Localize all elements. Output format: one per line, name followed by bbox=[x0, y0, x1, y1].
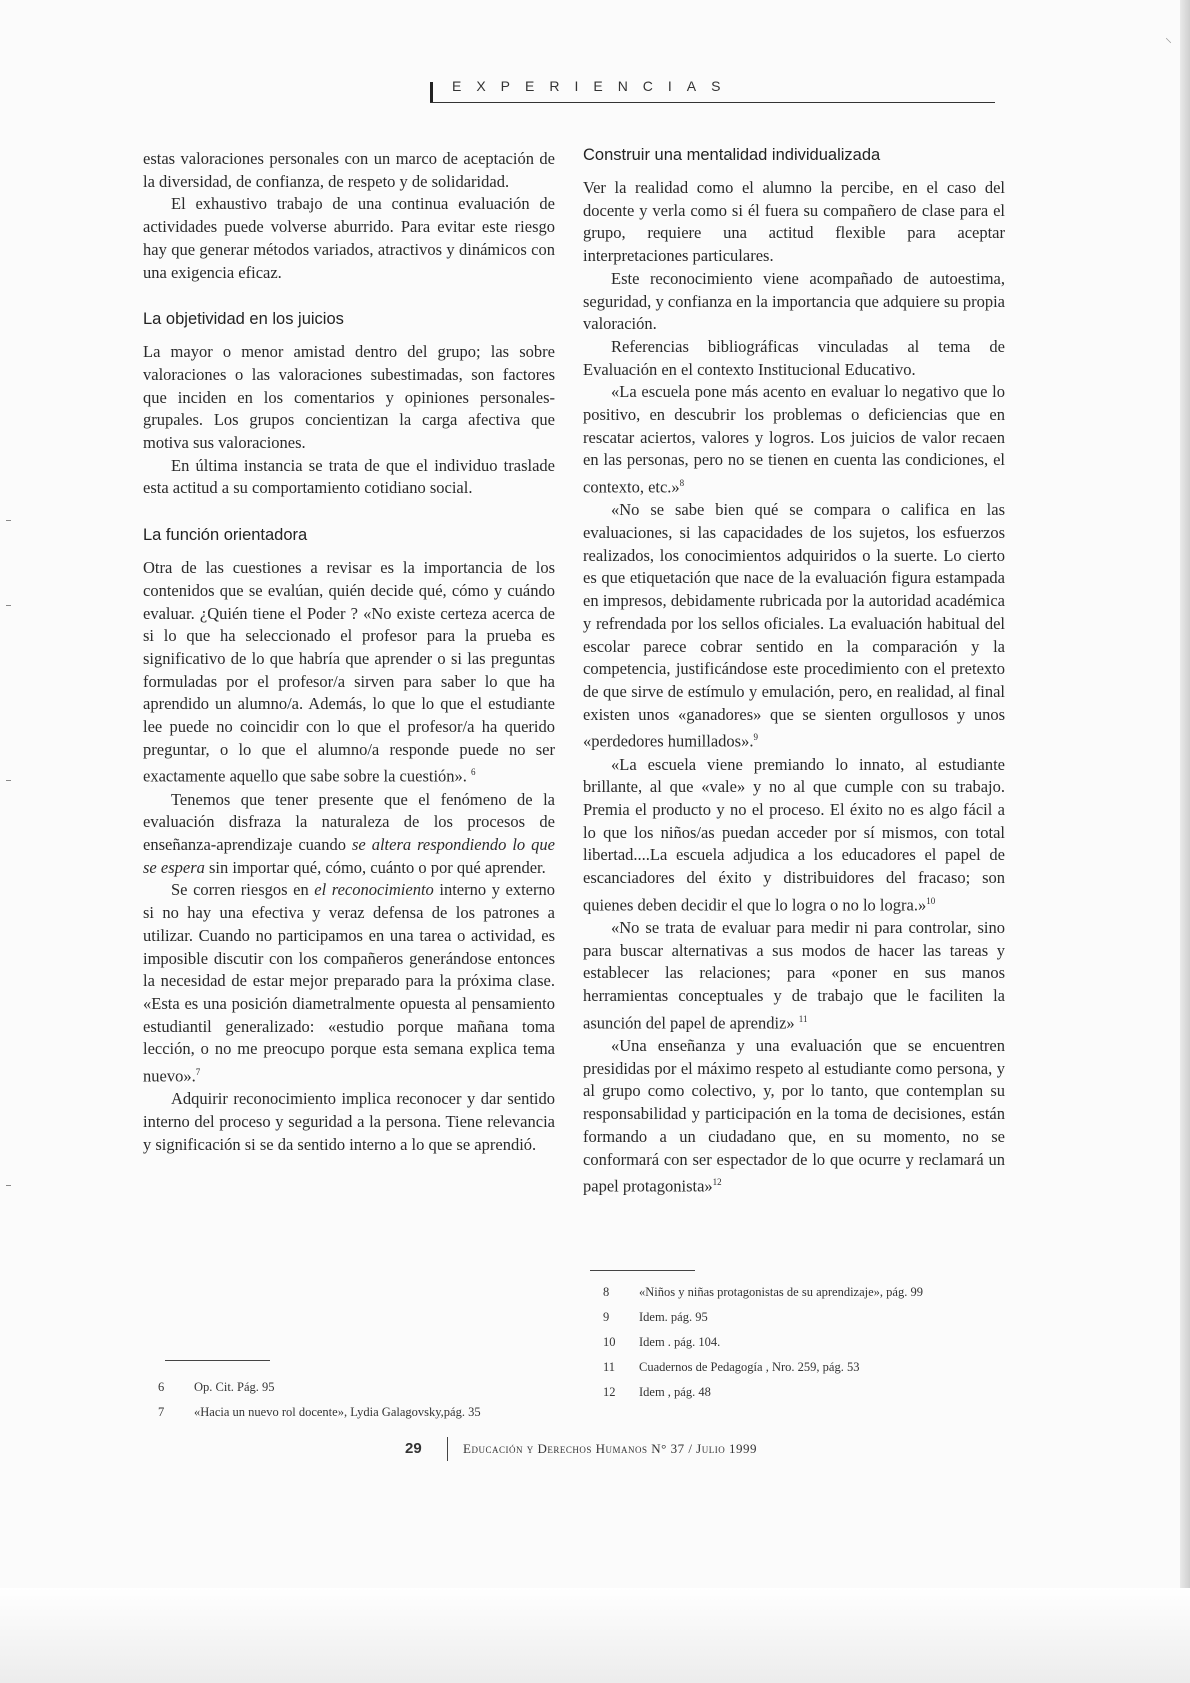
scan-shadow bbox=[0, 1588, 1190, 1683]
paragraph bbox=[583, 917, 1005, 1035]
paragraph-text: Otra de las cuestiones a revisar es la importancia de los contenidos que se evalúan, quién decide qué, cómo y cuándo evaluar. ¿Quién tiene el Poder ? «No existe certeza acerca de si lo que ha seleccionado el profesor para la prueba es significativo de lo que habría que aprender o si las preguntas formuladas por el profesor/a sirven para saber lo que ha aprendido un alumno/a. Además, lo que lo que el estudiante lee puede no coincidir con lo que el profesor/a ha querido preguntar, o lo que el alumno/a responde puede no ser exactamente aquello que sabe sobre la cuestión». bbox=[143, 558, 555, 786]
footnote-ref: 10 bbox=[926, 895, 936, 906]
paragraph-text: Se corren riesgos en bbox=[171, 880, 315, 900]
footnote bbox=[158, 1405, 578, 1420]
paragraph-text: «La escuela viene premiando lo innato, al estudiante brillante, al que «vale» y no al que cumple con su trabajo. Premia el producto y no el proceso. El éxito no es algo fácil a lo que los niños/as puedan acceder por sí mismos, con total libertad....La escuela adjudica a los educadores el papel de escanciadores del éxito y distribuidores del fracaso; son quienes deben decidir el que lo logra o no lo logra.» bbox=[583, 754, 1005, 915]
paragraph-text: «No se trata de evaluar para medir ni para controlar, sino para buscar alternativas a sus modos de hacer las tareas y establecer las relaciones; para «poner en sus manos herramientas conceptuales y de trabajo que le faciliten la asunción del papel de aprendiz» bbox=[583, 918, 1005, 1033]
paragraph-text: interno y externo si no hay una efectiva y veraz defensa de los patrones a utilizar. Cuando no participamos en una tarea o actividad, es imposible discutir con los compañeros generándose entonces la necesidad de estar mejor preparado para la próxima clase. «Esta es una posición diametralmente opuesta al pensamiento estudiantil generalizado: «estudio porque mañana toma lección, o no me preocupo porque esta semana explica tema nuevo». bbox=[143, 880, 555, 1086]
right-column bbox=[583, 146, 1005, 1198]
emphasis: el reconocimiento bbox=[314, 880, 434, 900]
footnote-rule bbox=[165, 1360, 270, 1361]
paragraph-text: «La escuela pone más acento en evaluar lo negativo que lo positivo, en descubrir los problemas o deficiencias que en rescatar aciertos, valores y logros. Los juicios de valor recaen en las personas, pero no se tienen en cuenta las condiciones, el contexto, etc.» bbox=[583, 382, 1005, 497]
paragraph: En última instancia se trata de que el individuo traslade esta actitud a su comportamiento cotidiano social. bbox=[143, 455, 555, 498]
section-heading: La objetividad en los juicios bbox=[143, 310, 344, 329]
paragraph: Ver la realidad como el alumno la percibe, en el caso del docente y verla como si él fuera su compañero de clase para el grupo, requiere una actitud flexible para aceptar interpretaciones particulares. bbox=[583, 178, 1005, 266]
paragraph bbox=[143, 879, 555, 1088]
footnotes-right bbox=[603, 1285, 1023, 1410]
page-footer bbox=[405, 1437, 1055, 1467]
footnote bbox=[603, 1385, 1023, 1400]
footnote-number: 10 bbox=[603, 1335, 616, 1349]
footnote bbox=[603, 1285, 1023, 1300]
footnote-ref: 8 bbox=[679, 478, 685, 489]
scan-mark: ⸜ bbox=[1165, 31, 1172, 46]
paragraph: La mayor o menor amistad dentro del grupo; las sobre valoraciones o las valoraciones subestimadas, son factores que inciden en los comentarios y opiniones personales-grupales. Los grupos concientizan la carga afectiva que motiva sus valoraciones. bbox=[143, 342, 555, 453]
paragraph bbox=[583, 1035, 1005, 1198]
footnote-text: Idem , pág. 48 bbox=[639, 1385, 711, 1399]
paragraph bbox=[583, 754, 1005, 917]
footnote-ref: 9 bbox=[753, 732, 758, 743]
paragraph bbox=[143, 557, 555, 789]
paragraph-text: sin importar qué, cómo, cuánto o por qué aprender. bbox=[204, 857, 546, 877]
footnote-number: 11 bbox=[603, 1360, 616, 1374]
footnote-text: «Hacia un nuevo rol docente», Lydia Galagovsky,pág. 35 bbox=[194, 1405, 481, 1419]
page-number: 29 bbox=[405, 1440, 422, 1457]
paragraph bbox=[583, 381, 1005, 499]
footnote-ref: 12 bbox=[712, 1177, 722, 1188]
footnote-text: Idem. pág. 95 bbox=[639, 1310, 708, 1324]
footnote-ref: 7 bbox=[195, 1067, 201, 1078]
section-heading: Construir una mentalidad individualizada bbox=[583, 146, 881, 164]
paragraph-text: Tenemos que tener presente que el fenómeno de la evaluación disfraza la naturaleza de los procesos de enseñanza-aprendizaje cuando bbox=[143, 789, 555, 855]
footnote-number: 12 bbox=[603, 1385, 616, 1399]
footnote-ref: 6 bbox=[471, 767, 476, 778]
paragraph: Este reconocimiento viene acompañado de autoestima, seguridad, y confianza en la importancia que adquiere su propia valoración. bbox=[583, 268, 1005, 334]
footnote-number: 6 bbox=[158, 1380, 165, 1394]
paragraph-text: «No se sabe bien qué se compara o califica en las evaluaciones, si las capacidades de los sujetos, los esfuerzos realizados, los conocimientos adquiridos o la suerte. Lo cierto es que etiquetación que nace de la evaluación figura estampada en impresos, debidamente rubricada por la autoridad académica y refrendada por los sellos oficiales. La evaluación habitual del escolar parece cobrar sentido en la comparación y la competencia, justificándose este procedimiento con el pretexto de que sirve de estímulo y emulación, pero, en realidad, al final existen unos «ganadores» que se sienten orgullosos y unos «perdedores humillados». bbox=[583, 500, 1005, 751]
publication-info: Educación y Derechos Humanos N° 37 / Julio 1999 bbox=[463, 1441, 757, 1456]
running-header bbox=[430, 78, 995, 103]
paragraph: Referencias bibliográficas vinculadas al tema de Evaluación en el contexto Institucional Educativo. bbox=[583, 336, 1005, 379]
paragraph bbox=[143, 789, 555, 880]
emphasis: se altera respondiendo lo que se espera bbox=[143, 835, 555, 877]
footnote bbox=[603, 1360, 1023, 1375]
scan-edge bbox=[1180, 0, 1190, 1683]
footnote-number: 8 bbox=[603, 1285, 610, 1299]
footnote-ref: 11 bbox=[798, 1013, 808, 1024]
footnote bbox=[603, 1310, 1023, 1325]
margin-tick bbox=[6, 605, 11, 606]
footnote-text: Idem . pág. 104. bbox=[639, 1335, 721, 1349]
left-column bbox=[143, 148, 555, 1156]
paragraph-text: «Una enseñanza y una evaluación que se encuentren presididas por el máximo respeto al estudiante como persona, y al grupo como colectivo, y, por lo tanto, que contemplan su responsabilidad y participación en la toma de decisiones, están formando a un ciudadano que, en su momento, no se conformará con ser espectador de lo que ocurre y reclamará un papel protagonista» bbox=[583, 1036, 1005, 1196]
footnote bbox=[603, 1335, 1023, 1350]
footnote bbox=[158, 1380, 578, 1395]
margin-tick bbox=[6, 1185, 11, 1186]
footer-divider bbox=[447, 1437, 448, 1461]
footnote-text: Op. Cit. Pág. 95 bbox=[194, 1380, 275, 1394]
paragraph: Adquirir reconocimiento implica reconocer y dar sentido interno del proceso y seguridad a la persona. Tiene relevancia y significación si se da sentido interno a lo que se aprendió. bbox=[143, 1089, 555, 1154]
footnote-text: Cuadernos de Pedagogía , Nro. 259, pág. 53 bbox=[639, 1360, 860, 1374]
footnotes-left bbox=[158, 1380, 578, 1430]
margin-tick bbox=[6, 780, 11, 781]
footnote-number: 7 bbox=[158, 1405, 165, 1419]
paragraph bbox=[583, 499, 1005, 753]
footnote-rule bbox=[590, 1270, 695, 1271]
paragraph: estas valoraciones personales con un marco de aceptación de la diversidad, de confianza, de respeto y de solidaridad. bbox=[143, 149, 555, 191]
paragraph: El exhaustivo trabajo de una continua evaluación de actividades puede volverse aburrido. Para evitar este riesgo hay que generar métodos variados, atractivos y dinámicos con una exigencia eficaz. bbox=[143, 194, 555, 282]
margin-tick bbox=[6, 520, 11, 521]
header-bar bbox=[430, 82, 433, 102]
footnote-text: «Niños y niñas protagonistas de su aprendizaje», pág. 99 bbox=[639, 1285, 923, 1299]
section-label: EXPERIENCIAS bbox=[452, 78, 736, 94]
section-heading: La función orientadora bbox=[143, 526, 308, 545]
footnote-number: 9 bbox=[603, 1310, 610, 1324]
